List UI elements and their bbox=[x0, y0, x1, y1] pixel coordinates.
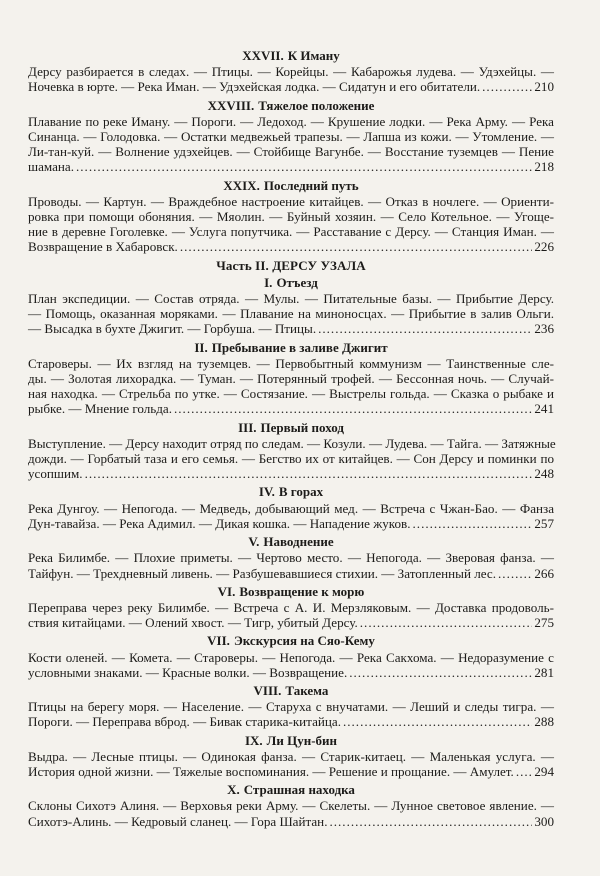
summary-line-text: Возвращение в Хабаровск. bbox=[28, 239, 178, 255]
chapter-name: В горах bbox=[278, 484, 324, 500]
summary-line-text: шамана. bbox=[28, 159, 74, 175]
page-number: 248 bbox=[534, 466, 554, 482]
summary-line-text: Сихотэ-Алинь. — Кедровый сланец. — Гора Шайтан. bbox=[28, 813, 328, 829]
chapter-number: XXIX. bbox=[223, 177, 260, 193]
summary-line-text: Ночевка в юрте. — Река Иман. — Удэхейская лодка. — Сидатун и его обитатели. bbox=[28, 79, 481, 95]
summary-last-line bbox=[28, 321, 554, 336]
summary-line-text: усопшим. bbox=[28, 466, 83, 482]
chapter-number: VII. bbox=[207, 633, 230, 649]
summary-last-line bbox=[28, 79, 554, 94]
toc-entry bbox=[28, 484, 554, 531]
chapter-title bbox=[28, 534, 554, 549]
dot-leader bbox=[329, 814, 532, 829]
summary-line-text: условными знаками. — Красные волки. — Возвращение. bbox=[28, 664, 348, 680]
chapter-number: II. bbox=[194, 339, 208, 355]
summary-line: — Помощь, оказанная моряками. — Плавание на миноносцах. — Прибытие в залив Ольги. bbox=[28, 306, 554, 322]
dot-leader bbox=[174, 401, 532, 416]
summary-line: Выступление. — Дерсу находит отряд по следам. — Козули. — Лудева. — Тайга. — Затяжные bbox=[28, 435, 556, 451]
chapter-title bbox=[28, 178, 554, 193]
dot-leader bbox=[360, 615, 533, 630]
chapter-name: Отъезд bbox=[276, 274, 318, 290]
page-number: 257 bbox=[534, 515, 554, 531]
chapter-name: К Иману bbox=[287, 48, 340, 63]
summary-line-text: Пороги. — Переправа вброд. — Бивак старика-китайца. bbox=[28, 714, 341, 730]
summary-last-line bbox=[28, 714, 554, 729]
chapter-title bbox=[28, 98, 554, 113]
summary-last-line bbox=[28, 516, 554, 531]
toc-entry bbox=[28, 420, 554, 482]
summary-line: ды. — Золотая лихорадка. — Туман. — Потерянный трофей. — Бессонная ночь. — Случай- bbox=[28, 371, 554, 387]
chapter-name: Тяжелое положение bbox=[258, 97, 375, 113]
chapter-number: V. bbox=[248, 534, 260, 550]
summary-line: Плавание по реке Иману. — Пороги. — Ледоход. — Крушение лодки. — Река Арму. — Река bbox=[28, 113, 554, 129]
page-number: 218 bbox=[534, 159, 554, 175]
toc-entry bbox=[28, 733, 554, 780]
summary-line: План экспедиции. — Состав отряда. — Мулы. — Питательные базы. — Прибытие Дерсу. bbox=[28, 291, 554, 307]
chapter-title bbox=[28, 484, 554, 499]
summary-line-text: Тайфун. — Трехдневный ливень. — Разбушевавшиеся стихии. — Затопленный лес. bbox=[28, 565, 497, 581]
chapter-number: IX. bbox=[244, 732, 263, 748]
summary-last-line bbox=[28, 814, 554, 829]
chapter-name: Наводнение bbox=[263, 534, 334, 550]
summary-line: Выдра. — Лесные птицы. — Одинокая фанза. — Старик-китаец. — Маленькая услуга. — bbox=[28, 748, 554, 764]
toc-entry bbox=[28, 340, 554, 417]
dot-leader bbox=[482, 79, 532, 94]
chapter-number: VI. bbox=[217, 583, 236, 599]
summary-last-line bbox=[28, 615, 554, 630]
page-number: 241 bbox=[534, 401, 554, 417]
summary-line: Проводы. — Картун. — Враждебное настроение китайцев. — Отказ в ночлеге. — Ориенти- bbox=[28, 193, 554, 209]
summary-line: Птицы на берегу моря. — Население. — Старуха с внучатами. — Леший и следы тигра. — bbox=[28, 699, 554, 715]
chapter-name: Пребывание в заливе Джигит bbox=[211, 339, 388, 355]
page-number: 300 bbox=[534, 813, 554, 829]
toc-entry bbox=[28, 633, 554, 680]
page-number: 210 bbox=[534, 79, 554, 95]
toc-entry bbox=[28, 683, 554, 730]
chapter-number: IV. bbox=[258, 484, 275, 500]
chapter-name: Такема bbox=[285, 682, 329, 698]
summary-last-line bbox=[28, 665, 554, 680]
summary-line: Староверы. — Их взгляд на туземцев. — Первобытный коммунизм — Таинственные сле- bbox=[28, 355, 554, 371]
chapter-title bbox=[28, 275, 554, 290]
summary-line: дожди. — Горбатый таза и его семья. — Бегство их от китайцев. — Сон Дерсу и поминки по bbox=[28, 451, 554, 467]
chapter-title bbox=[28, 733, 554, 748]
summary-line-text: История одной жизни. — Тяжелые воспоминания. — Решение и прощание. — Амулет. bbox=[28, 763, 514, 779]
toc-entry bbox=[28, 48, 554, 95]
summary-line: Переправа через реку Билимбе. — Встреча с А. И. Мерзляковым. — Доставка продоволь- bbox=[28, 599, 554, 615]
dot-leader bbox=[516, 764, 533, 779]
toc-entry bbox=[28, 782, 554, 829]
page-number: 281 bbox=[534, 664, 554, 680]
summary-last-line bbox=[28, 239, 554, 254]
summary-line: Река Билимбе. — Плохие приметы. — Чертово место. — Непогода. — Зверовая фанза. — bbox=[28, 550, 554, 566]
dot-leader bbox=[76, 159, 532, 174]
summary-line: Кости оленей. — Комета. — Староверы. — Непогода. — Река Сакхома. — Недоразумение с bbox=[28, 649, 554, 665]
chapter-number: VIII. bbox=[253, 682, 282, 698]
chapter-title bbox=[28, 584, 554, 599]
toc-entry bbox=[28, 98, 554, 175]
dot-leader bbox=[349, 665, 532, 680]
page-number: 294 bbox=[534, 763, 554, 779]
dot-leader bbox=[413, 516, 533, 531]
part-title: Часть II. ДЕРСУ УЗАЛА bbox=[216, 257, 366, 273]
summary-line: Ли-тан-куй. — Волнение удэхейцев. — Стойбище Вагунбе. — Восстание туземцев — Пение bbox=[28, 144, 554, 160]
chapter-name: Страшная находка bbox=[243, 782, 355, 798]
dot-leader bbox=[498, 566, 532, 581]
chapter-number: III. bbox=[238, 419, 257, 435]
page-number: 275 bbox=[534, 615, 554, 631]
chapter-number: XXVIII. bbox=[207, 97, 255, 113]
chapter-title bbox=[28, 48, 554, 63]
chapter-number: I. bbox=[264, 274, 273, 290]
summary-last-line bbox=[28, 566, 554, 581]
summary-last-line bbox=[28, 401, 554, 416]
page-number: 288 bbox=[534, 714, 554, 730]
summary-last-line bbox=[28, 159, 554, 174]
summary-line: ровка при помощи обоняния. — Мяолин. — Буйный хозяин. — Село Котельное. — Угоще- bbox=[28, 209, 554, 225]
chapter-title bbox=[28, 420, 554, 435]
summary-last-line bbox=[28, 466, 554, 481]
summary-line: Дерсу разбирается в следах. — Птицы. — Корейцы. — Кабарожья лудева. — Удэхейцы. — bbox=[28, 64, 554, 80]
summary-line-text: — Высадка в бухте Джигит. — Горбуша. — Птицы. bbox=[28, 321, 317, 337]
chapter-name: Первый поход bbox=[260, 419, 344, 435]
toc-entry bbox=[28, 275, 554, 337]
dot-leader bbox=[318, 321, 532, 336]
chapter-title bbox=[28, 782, 554, 797]
dot-leader bbox=[85, 466, 533, 481]
summary-line-text: ствия китайцами. — Олений хвост. — Тигр, убитый Дерсу. bbox=[28, 615, 358, 631]
summary-line: Склоны Сихотэ Алиня. — Верховья реки Арму. — Скелеты. — Лунное световое явление. — bbox=[28, 798, 554, 814]
page-number: 226 bbox=[534, 239, 554, 255]
dot-leader bbox=[343, 714, 532, 729]
chapter-name: Возвращение к морю bbox=[239, 583, 365, 599]
summary-last-line bbox=[28, 764, 554, 779]
summary-line: ние в деревне Гоголевке. — Услуга попутчика. — Расставание с Дерсу. — Станция Иман. — bbox=[28, 224, 554, 240]
table-of-contents bbox=[28, 48, 554, 832]
summary-line: Река Дунгоу. — Непогода. — Медведь, добывающий мед. — Встреча с Чжан-Бао. — Фанза bbox=[28, 500, 554, 516]
page-number: 236 bbox=[534, 321, 554, 337]
summary-line-text: рыбке. — Мнение гольда. bbox=[28, 401, 172, 417]
toc-entry bbox=[28, 178, 554, 255]
chapter-number: XXVII. bbox=[242, 48, 284, 63]
chapter-title bbox=[28, 340, 554, 355]
toc-entry bbox=[28, 584, 554, 631]
chapter-name: Ли Цун-бин bbox=[266, 732, 338, 748]
chapter-name: Экскурсия на Сяо-Кему bbox=[233, 633, 375, 649]
dot-leader bbox=[180, 239, 533, 254]
toc-entry bbox=[28, 534, 554, 581]
summary-line: Синанца. — Голодовка. — Остатки медвежьей трапезы. — Лапша из кожи. — Утомление. — bbox=[28, 129, 554, 145]
chapter-title bbox=[28, 683, 554, 698]
chapter-number: X. bbox=[227, 782, 240, 798]
chapter-title bbox=[28, 633, 554, 648]
chapter-name: Последний путь bbox=[263, 177, 359, 193]
page-number: 266 bbox=[534, 565, 554, 581]
summary-line-text: Дун-тавайза. — Река Адимил. — Дикая кошка. — Нападение жуков. bbox=[28, 515, 411, 531]
summary-line: ная находка. — Стрельба по утке. — Состязание. — Выстрелы гольда. — Сказка о рыбаке и bbox=[28, 386, 554, 402]
